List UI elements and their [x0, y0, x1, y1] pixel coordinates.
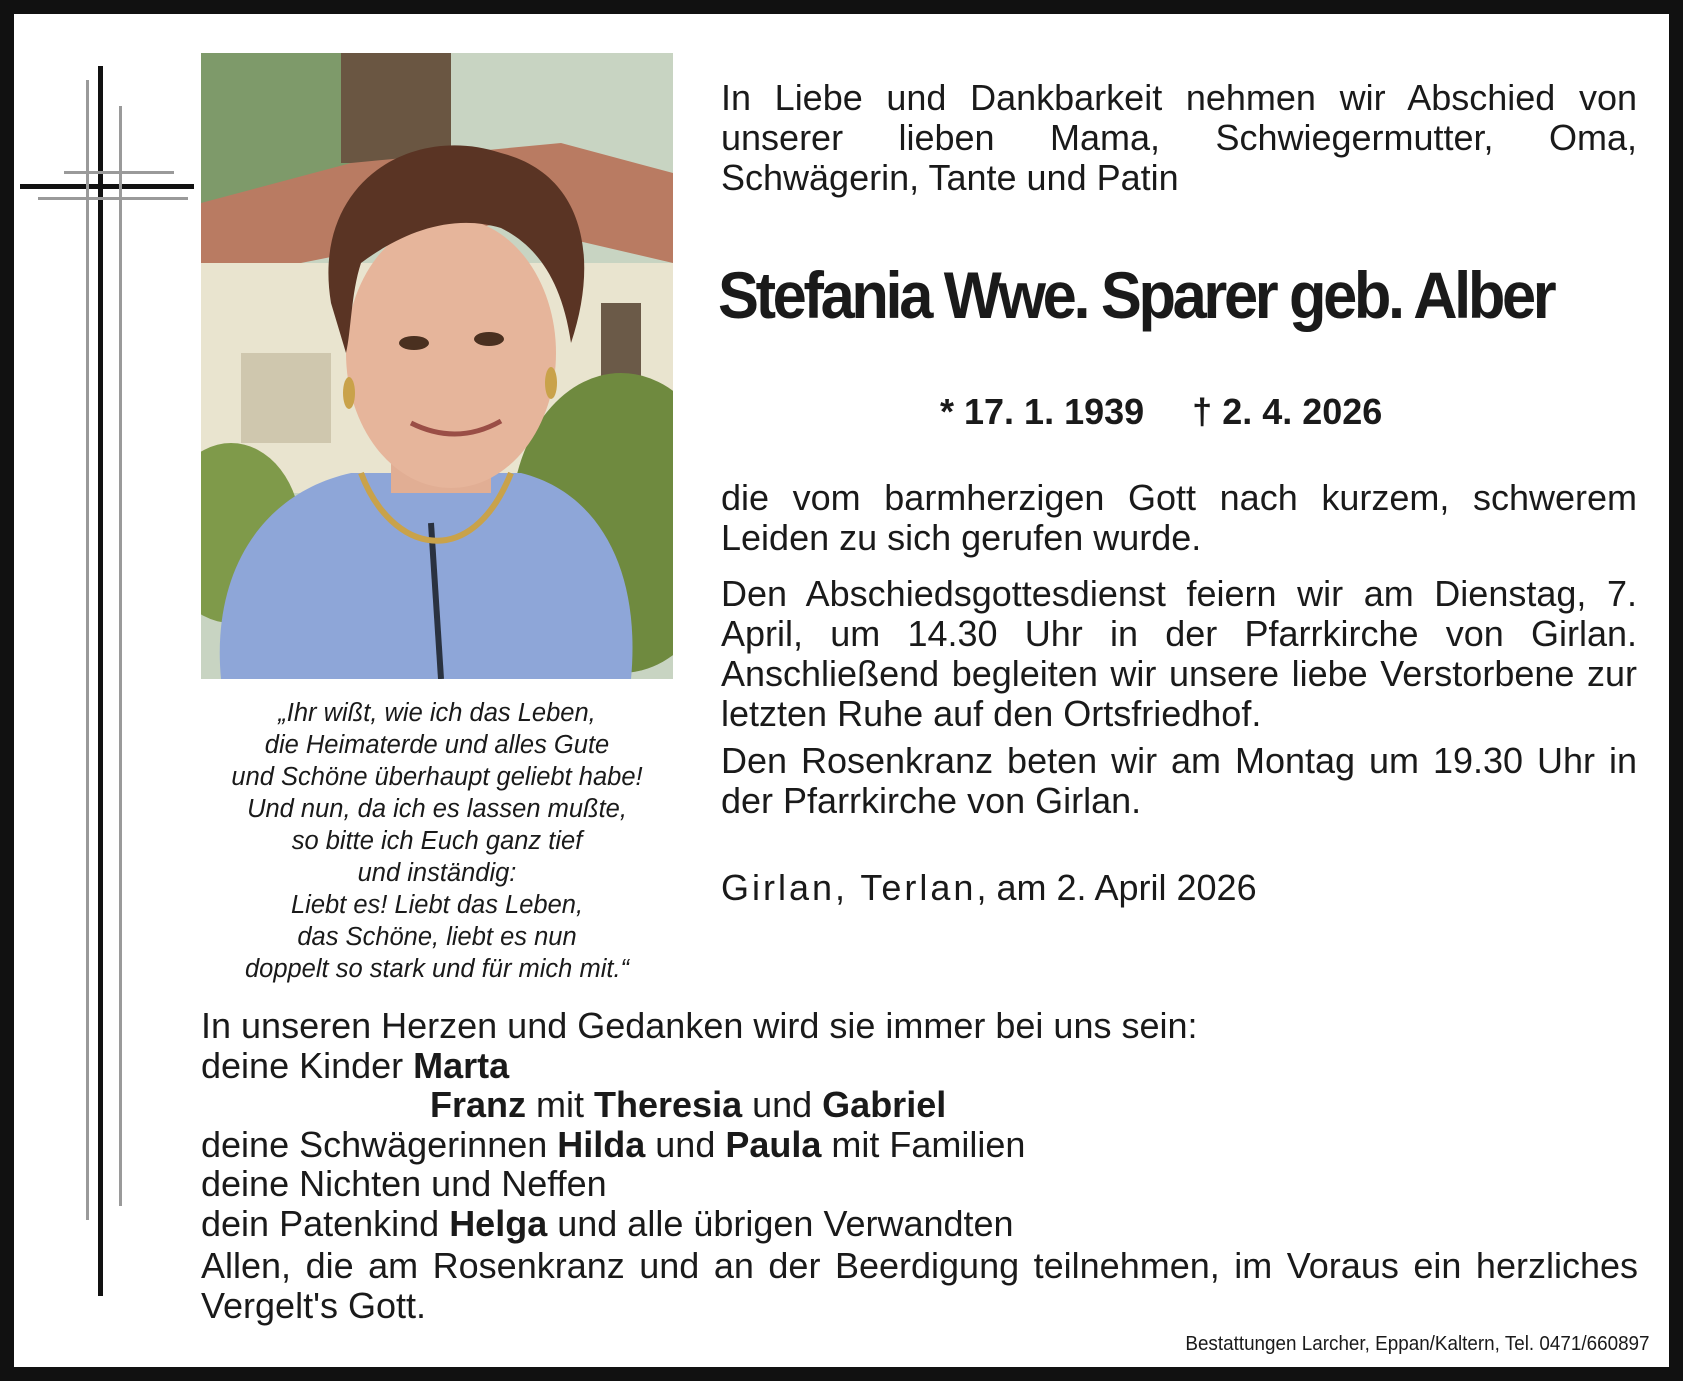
- connector-text: mit: [526, 1084, 595, 1125]
- mourners-heading: In unseren Herzen und Gedanken wird sie immer bei uns sein:: [201, 1005, 1198, 1046]
- quote-line: „Ihr wißt, wie ich das Leben,: [278, 699, 596, 727]
- child-name: Marta: [413, 1044, 510, 1086]
- undertaker-credit: Bestattungen Larcher, Eppan/Kaltern, Tel. 0471/660897: [1185, 1332, 1650, 1355]
- mourners-children-2: [201, 1085, 1641, 1125]
- quote-line: und inständig:: [357, 859, 517, 887]
- sister-name: Paula: [725, 1123, 822, 1165]
- portrait-photo: [201, 53, 673, 679]
- connector-text: und: [645, 1123, 726, 1165]
- grandchild-name: Gabriel: [822, 1084, 947, 1125]
- deceased-name: Stefania Wwe. Sparer geb. Alber: [718, 258, 1554, 332]
- godchild-name: Helga: [449, 1202, 548, 1244]
- place-towns: Girlan, Terlan: [721, 867, 977, 908]
- quote-line: Und nun, da ich es lassen mußte,: [247, 795, 627, 823]
- godchild-label: dein Patenkind: [201, 1202, 450, 1244]
- sisters-label: deine Schwägerinnen: [201, 1123, 558, 1165]
- life-dates: [940, 392, 1382, 432]
- paragraph-rosary: Den Rosenkranz beten wir am Montag um 19.30 Uhr in der Pfarrkirche von Girlan.: [721, 740, 1637, 821]
- cross-icon: [20, 66, 200, 1296]
- child-name: Franz: [430, 1084, 527, 1125]
- quote-line: doppelt so stark und für mich mit.“: [244, 955, 630, 983]
- quote-line: so bitte ich Euch ganz tief: [291, 827, 583, 855]
- intro-text: In Liebe und Dankbarkeit nehmen wir Abschied von unserer lieben Mama, Schwiegermutter, Oma, Schwägerin, Tante und Patin: [721, 77, 1637, 198]
- relatives-text: und alle übrigen Verwandten: [547, 1202, 1014, 1244]
- children-label: deine Kinder: [201, 1044, 414, 1086]
- farewell-quote: [195, 697, 679, 985]
- mourners-godchild: [201, 1204, 1641, 1244]
- paragraph-called: die vom barmherzigen Gott nach kurzem, schwerem Leiden zu sich gerufen wurde.: [721, 477, 1637, 558]
- connector-text: und: [742, 1084, 823, 1125]
- quote-line: die Heimaterde und alles Gute: [264, 731, 610, 759]
- quote-line: Liebt es! Liebt das Leben,: [290, 891, 584, 919]
- mourners-sisters-in-law: [201, 1125, 1641, 1165]
- mourners-children: [201, 1046, 1641, 1086]
- spouse-name: Theresia: [594, 1084, 743, 1125]
- place-date: [721, 868, 1257, 908]
- closing-thanks: Allen, die am Rosenkranz und an der Beerdigung teilnehmen, im Voraus ein herzliches Vergelt's Gott.: [201, 1245, 1638, 1326]
- sister-name: Hilda: [557, 1123, 646, 1165]
- paragraph-funeral-service: Den Abschiedsgottesdienst feiern wir am Dienstag, 7. April, um 14.30 Uhr in der Pfarrkirche von Girlan. Anschließend begleiten wir unsere liebe Verstorbene zur letzten Ruhe auf den Ortsfriedhof.: [721, 573, 1637, 734]
- notice-date: , am 2. April 2026: [976, 867, 1257, 908]
- death-date: † 2. 4. 2026: [1192, 391, 1383, 432]
- quote-line: und Schöne überhaupt geliebt habe!: [231, 763, 643, 791]
- portrait-image: [201, 53, 673, 679]
- families-text: mit Familien: [821, 1123, 1026, 1165]
- quote-line: das Schöne, liebt es nun: [297, 923, 577, 951]
- mourners-list: [201, 1006, 1641, 1243]
- mourners-nieces: deine Nichten und Neffen: [201, 1163, 607, 1204]
- birth-date: * 17. 1. 1939: [940, 391, 1145, 432]
